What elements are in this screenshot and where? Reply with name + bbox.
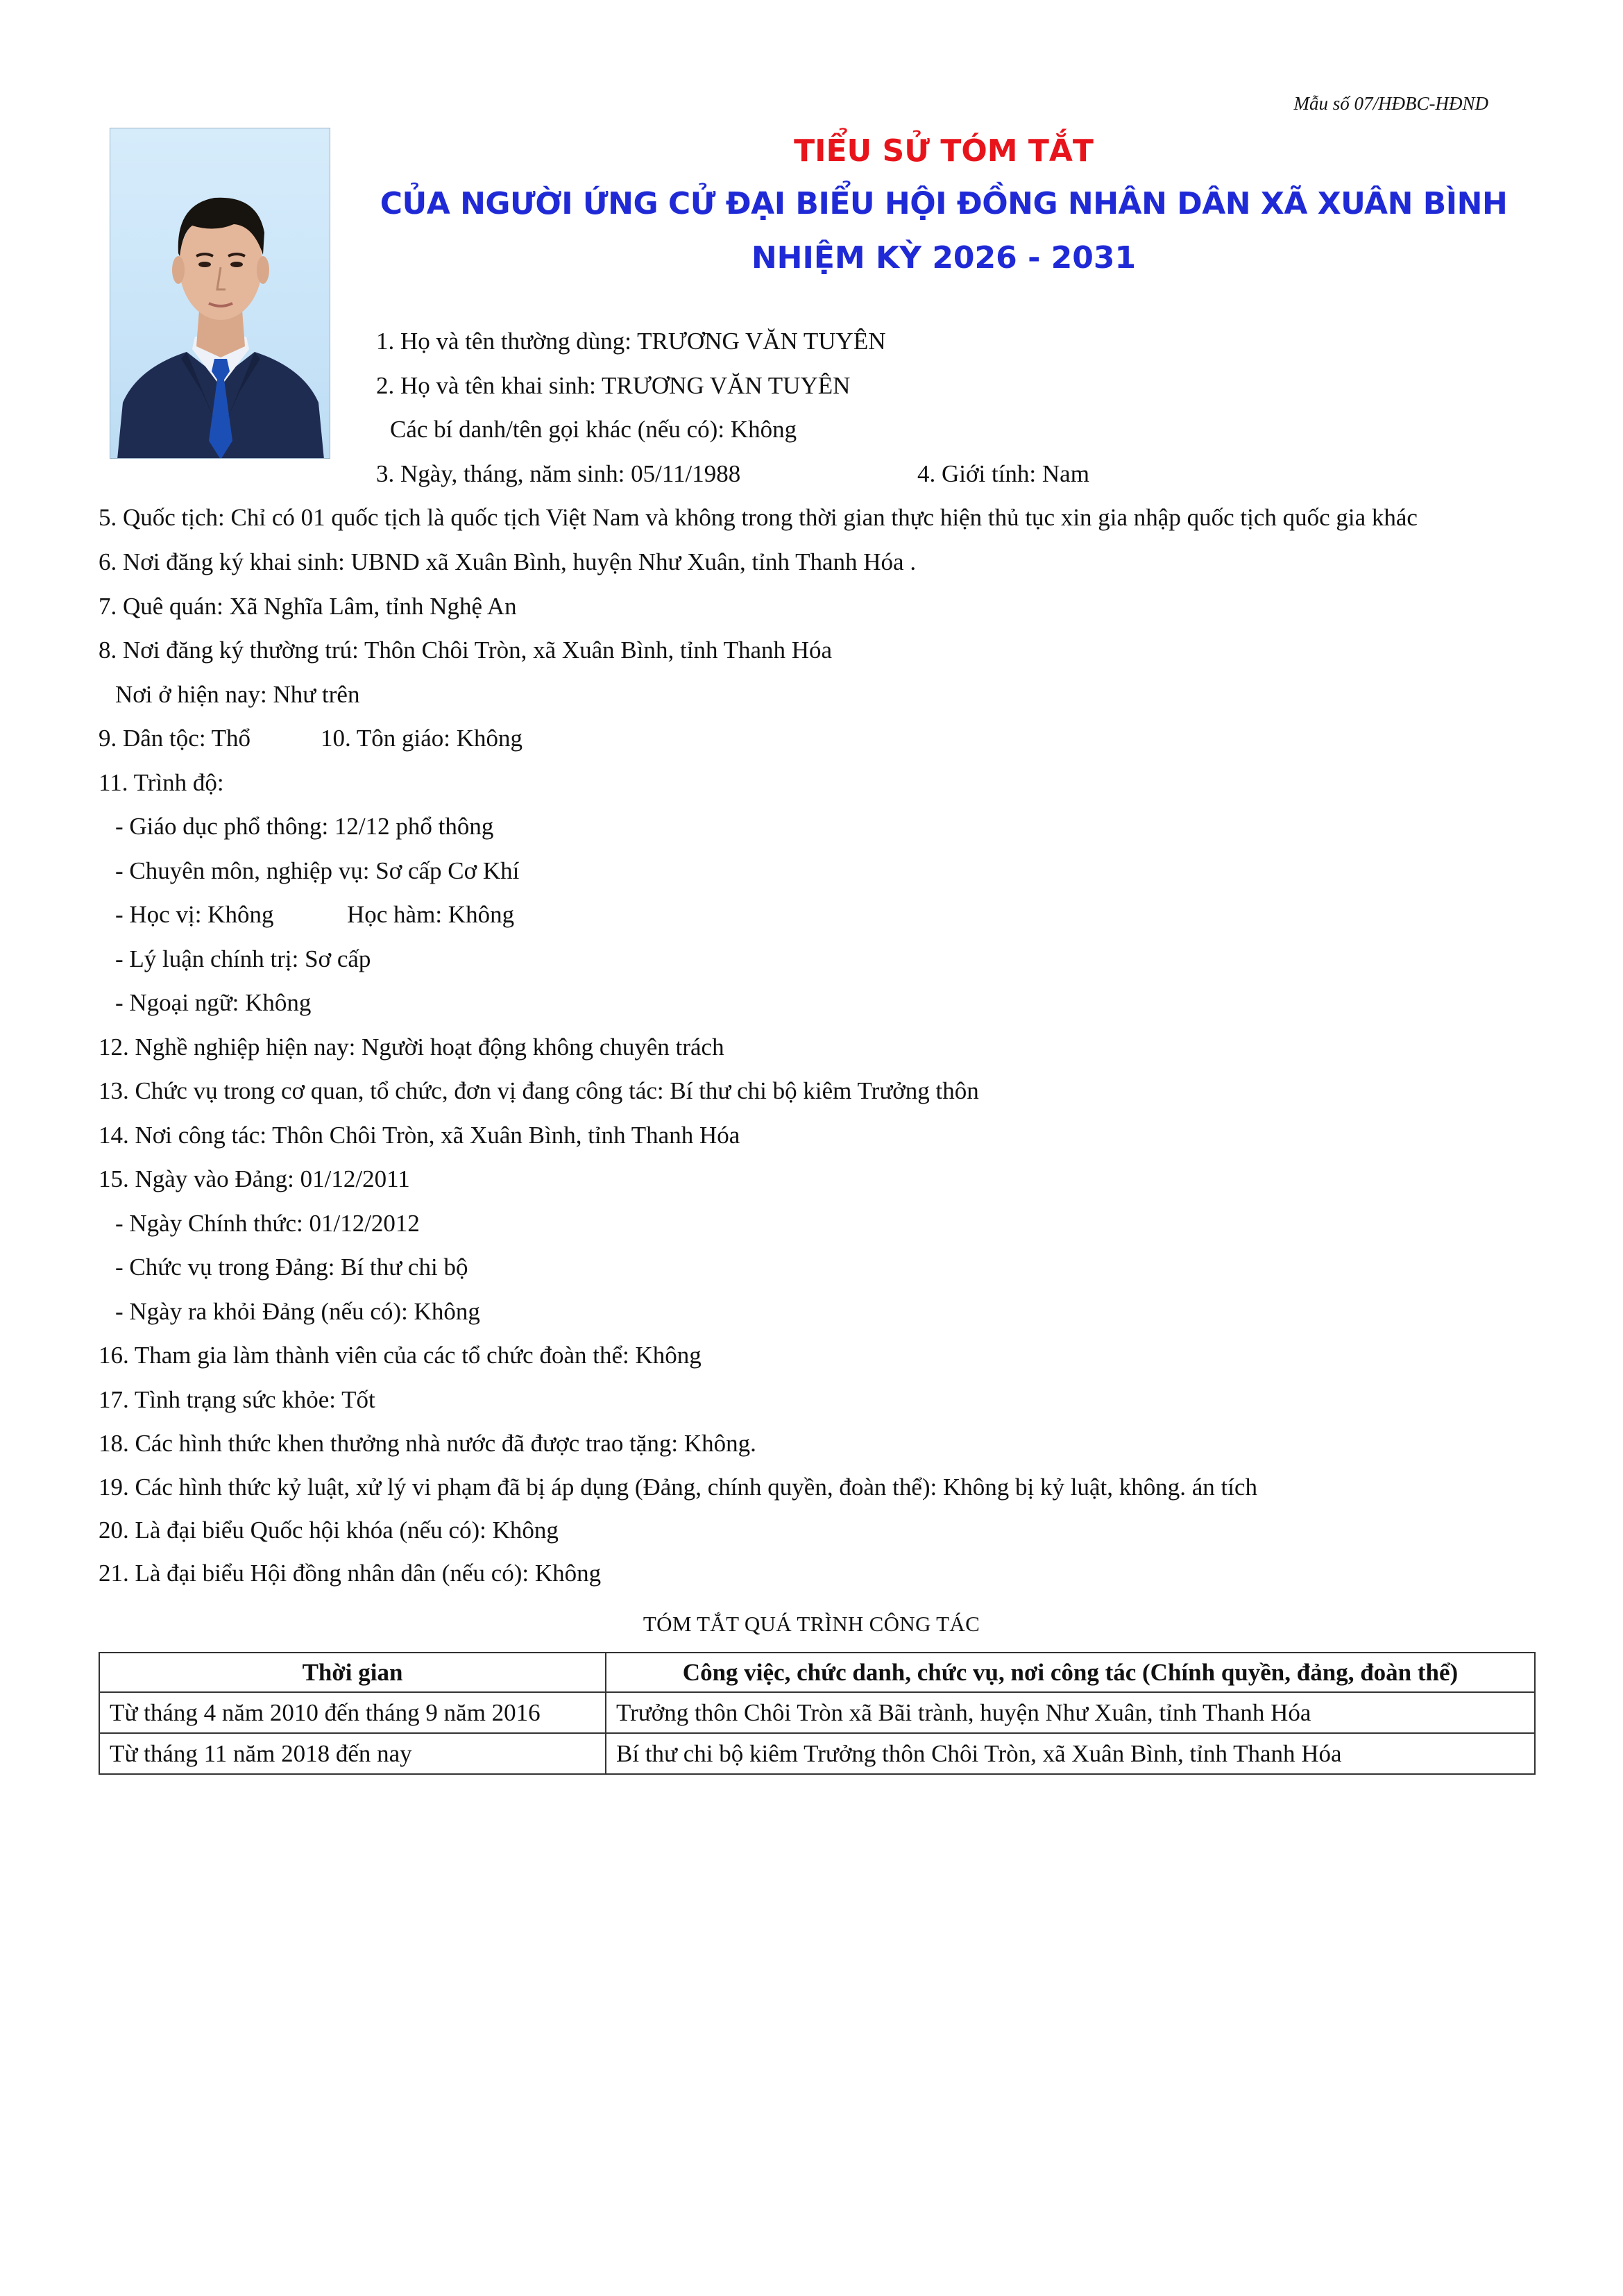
foreign-language: - Ngoại ngữ: Không <box>115 989 312 1016</box>
professional-training: - Chuyên môn, nghiệp vụ: Sơ cấp Cơ Khí <box>115 857 520 884</box>
portrait-photo <box>110 128 330 459</box>
form-code: Mẫu số 07/HĐBC-HĐND <box>1293 93 1488 114</box>
column-header-position: Công việc, chức danh, chức vụ, nơi công tác (Chính quyền, đảng, đoàn thể) <box>606 1653 1535 1692</box>
birth-name: 2. Họ và tên khai sinh: TRƯƠNG VĂN TUYÊN <box>376 372 851 399</box>
table-cell-position: Bí thư chi bộ kiêm Trưởng thôn Chôi Tròn, xã Xuân Bình, tỉnh Thanh Hóa <box>606 1733 1535 1774</box>
table-row <box>99 1733 1535 1774</box>
general-education: - Giáo dục phổ thông: 12/12 phổ thông <box>115 813 494 840</box>
academic-degree: - Học vị: Không <box>115 901 274 928</box>
nationality: 5. Quốc tịch: Chỉ có 01 quốc tịch là quốc tịch Việt Nam và không trong thời gian thực hiện thủ tục xin gia nhập quốc tịch quốc gia khác <box>99 504 1418 531</box>
table-row <box>99 1692 1535 1733</box>
current-occupation: 12. Nghề nghiệp hiện nay: Người hoạt động không chuyên trách <box>99 1033 724 1061</box>
organization-membership: 16. Tham gia làm thành viên của các tổ chức đoàn thể: Không <box>99 1342 702 1369</box>
aliases: Các bí danh/tên gọi khác (nếu có): Không <box>390 416 797 443</box>
work-history-title: TÓM TẮT QUÁ TRÌNH CÔNG TÁC <box>643 1612 980 1636</box>
party-join-date: 15. Ngày vào Đảng: 01/12/2011 <box>99 1165 410 1192</box>
gender: 4. Giới tính: Nam <box>917 460 1089 487</box>
peoples-council-delegate: 21. Là đại biểu Hội đồng nhân dân (nếu có): Không <box>99 1560 602 1587</box>
national-assembly-delegate: 20. Là đại biểu Quốc hội khóa (nếu có): Không <box>99 1517 559 1544</box>
table-cell-time: Từ tháng 11 năm 2018 đến nay <box>99 1733 606 1774</box>
current-residence: Nơi ở hiện nay: Như trên <box>115 681 360 708</box>
party-official-date: - Ngày Chính thức: 01/12/2012 <box>115 1210 420 1237</box>
health-status: 17. Tình trạng sức khỏe: Tốt <box>99 1386 375 1413</box>
permanent-residence: 8. Nơi đăng ký thường trú: Thôn Chôi Tròn, xã Xuân Bình, tỉnh Thanh Hóa <box>99 636 833 664</box>
workplace: 14. Nơi công tác: Thôn Chôi Tròn, xã Xuân Bình, tỉnh Thanh Hóa <box>99 1122 740 1149</box>
table-cell-time: Từ tháng 4 năm 2010 đến tháng 9 năm 2016 <box>99 1692 606 1733</box>
document-title: TIỂU SỬ TÓM TẮT <box>794 133 1094 169</box>
party-position: - Chức vụ trong Đảng: Bí thư chi bộ <box>115 1253 468 1281</box>
date-of-birth: 3. Ngày, tháng, năm sinh: 05/11/1988 <box>376 460 741 487</box>
term-title: NHIỆM KỲ 2026 - 2031 <box>751 240 1137 276</box>
hometown: 7. Quê quán: Xã Nghĩa Lâm, tỉnh Nghệ An <box>99 593 517 620</box>
common-name: 1. Họ và tên thường dùng: TRƯƠNG VĂN TUYÊN <box>376 328 886 355</box>
political-theory: - Lý luận chính trị: Sơ cấp <box>115 945 371 972</box>
column-header-time: Thời gian <box>99 1653 606 1692</box>
current-position: 13. Chức vụ trong cơ quan, tổ chức, đơn vị đang công tác: Bí thư chi bộ kiêm Trưởng thôn <box>99 1077 979 1104</box>
table-cell-position: Trưởng thôn Chôi Tròn xã Bãi trành, huyện Như Xuân, tỉnh Thanh Hóa <box>606 1692 1535 1733</box>
party-leave-date: - Ngày ra khỏi Đảng (nếu có): Không <box>115 1298 480 1325</box>
birth-registration-place: 6. Nơi đăng ký khai sinh: UBND xã Xuân Bình, huyện Như Xuân, tỉnh Thanh Hóa . <box>99 548 917 575</box>
academic-title: Học hàm: Không <box>347 901 515 928</box>
state-awards: 18. Các hình thức khen thưởng nhà nước đã được trao tặng: Không. <box>99 1430 756 1457</box>
religion: 10. Tôn giáo: Không <box>321 725 523 752</box>
disciplinary-record: 19. Các hình thức kỷ luật, xử lý vi phạm đã bị áp dụng (Đảng, chính quyền, đoàn thể): Không bị kỷ luật, không. án tích <box>99 1474 1258 1501</box>
work-history-table <box>99 1652 1536 1775</box>
education-heading: 11. Trình độ: <box>99 769 224 796</box>
ethnicity: 9. Dân tộc: Thổ <box>99 725 251 752</box>
document-subtitle: CỦA NGƯỜI ỨNG CỬ ĐẠI BIỂU HỘI ĐỒNG NHÂN DÂN XÃ XUÂN BÌNH <box>380 186 1508 221</box>
table-header-row <box>99 1653 1535 1692</box>
